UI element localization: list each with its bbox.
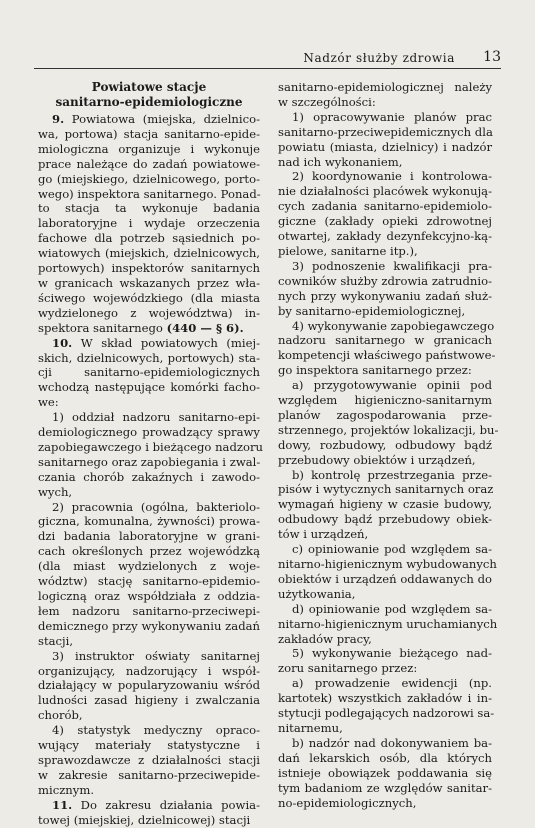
text-line <box>38 455 260 470</box>
line-text: ściwego wojewódzkiego (dla miasta <box>38 290 260 305</box>
text-line: 3) podnoszenie kwalifikacji pra- <box>292 258 492 273</box>
text-line: w szczególności: <box>278 94 376 109</box>
text-line: nitarnemu, <box>278 720 343 735</box>
line-text: spektora sanitarnego <box>38 320 167 335</box>
text-line <box>38 574 260 589</box>
line-text: giczna, komunalna, żywności) prowa- <box>38 514 260 529</box>
line-text: organizujący, nadzorujący i współ- <box>38 663 260 678</box>
text-line <box>38 291 260 306</box>
text-line: obiektów i urządzeń oddawanych do <box>278 571 492 586</box>
text-line <box>38 768 260 783</box>
text-line: 5) wykonywanie bieżącego nad- <box>292 646 492 661</box>
text-line <box>38 395 260 410</box>
text-line <box>38 738 260 753</box>
text-line: 4) wykonywanie zapobiegawczego <box>292 318 495 333</box>
text-line: b) nadzór nad dokonywaniem ba- <box>292 735 492 750</box>
text-line: nitarno-higienicznym wybudowanych <box>278 557 497 571</box>
paragraph-number: 11. <box>52 797 73 812</box>
text-line <box>38 231 260 246</box>
right-column-body <box>278 80 499 810</box>
text-line: zoru sanitarnego przez: <box>278 661 418 676</box>
text-line: stytucji podlegających nadzorowi sa- <box>278 706 495 721</box>
text-line <box>38 544 260 559</box>
line-text: W skład powiatowych (miej- <box>72 335 260 350</box>
text-line: tów i urządzeń, <box>278 527 369 542</box>
text-line <box>38 649 260 664</box>
line-text: Powiatowa (miejska, dzielnico- <box>64 112 260 126</box>
text-line: nad ich wykonaniem, <box>278 154 403 169</box>
right-column <box>278 80 499 810</box>
text-line: nych przy wykonywaniu zadań służ- <box>278 288 492 303</box>
text-line <box>38 157 260 172</box>
text-line <box>38 559 260 574</box>
text-line <box>38 439 263 455</box>
line-text: cji sanitarno-epidemiologicznych <box>38 365 260 380</box>
line-text: wchodzą następujące komórki facho- <box>38 380 260 395</box>
text-line <box>38 604 260 619</box>
text-line <box>38 306 260 321</box>
text-line: wymagań higieny w czasie budowy, <box>278 497 492 512</box>
text-line: a) przygotowywanie opinii pod <box>292 378 492 393</box>
text-line <box>38 187 260 202</box>
text-line <box>38 813 260 828</box>
text-line <box>38 261 260 276</box>
section-title: Powiatowe stacje sanitarno-epidemiologiczne <box>55 80 243 109</box>
text-line: d) opiniowanie pod względem sa- <box>292 601 492 616</box>
text-line: tym badaniom ze względów sanitar- <box>278 780 492 795</box>
line-text: wydzielonego z województwa) in- <box>38 305 260 320</box>
text-line <box>38 753 260 768</box>
text-line: użytkowania, <box>278 586 356 601</box>
line-text: sanitarnego oraz zapobiegania i zwal- <box>38 454 261 469</box>
text-line: przebudowy obiektów i urządzeń, <box>278 452 476 467</box>
text-line: dowy, rozbudowy, odbudowy bądź <box>278 437 492 452</box>
line-text: demiologicznego prowadzący sprawy <box>38 425 260 440</box>
line-text: portowych) inspektorów sanitarnych <box>38 261 260 276</box>
line-text: wiatowych (miejskich, dzielnicowych, <box>38 246 260 261</box>
line-text: 4) statystyk medyczny opraco- <box>52 723 260 738</box>
line-text: wych, <box>38 484 73 499</box>
text-line: powiatu (miasta, dzielnicy) i nadzór <box>278 139 492 154</box>
left-column-body <box>38 112 263 828</box>
text-line <box>38 783 260 798</box>
line-text: wego) inspektora sanitarnego. Ponad- <box>38 186 261 201</box>
text-line: dań lekarskich osób, dla których <box>278 750 492 765</box>
text-line: b) kontrolę przestrzegania prze- <box>292 467 492 482</box>
paragraph-number: 10. <box>52 335 73 350</box>
text-line: kartotek) wszystkich zakładów i in- <box>278 691 492 706</box>
text-line <box>38 470 260 485</box>
line-text: skich, dzielnicowych, portowych) sta- <box>38 350 260 365</box>
text-line: względem higieniczno-sanitarnym <box>278 393 492 408</box>
text-line <box>38 216 260 231</box>
text-line <box>38 529 260 544</box>
line-text: zapobiegawczego i bieżącego nadzoru <box>38 439 263 454</box>
line-text: w granicach wskazanych przez wła- <box>38 275 260 290</box>
line-text: to stacja ta wykonuje badania <box>38 201 260 216</box>
text-line <box>38 351 260 366</box>
line-text: ludności zasad higieny i zwalczania <box>38 693 260 708</box>
line-text: sprawozdawcze z działalności stacji <box>38 752 260 767</box>
line-text: towej (miejskiej, dzielnicowej) stacji <box>38 812 251 827</box>
text-line: istnieje obowiązek poddawania się <box>278 765 492 780</box>
text-line <box>38 380 260 395</box>
text-line <box>38 693 260 708</box>
text-line <box>38 798 260 813</box>
paragraph-number: 9. <box>52 112 65 126</box>
text-line <box>38 664 260 679</box>
line-text: miologiczna organizuje i wykonuje <box>38 141 260 156</box>
text-line <box>38 708 260 723</box>
text-line <box>38 127 260 142</box>
text-line <box>38 201 260 216</box>
line-text: w zakresie sanitarno-przeciwepide- <box>38 767 260 782</box>
text-line <box>38 514 260 529</box>
text-line: cych zadania sanitarno-epidemiolo- <box>278 199 492 214</box>
text-line: a) prowadzenie ewidencji (np. <box>292 676 492 691</box>
line-text: łem nadzoru sanitarno-przeciwepi- <box>38 603 260 618</box>
line-text: we: <box>38 395 59 410</box>
line-text: prace należące do zadań powiatowe- <box>38 156 260 171</box>
text-line: sanitarno-przeciwepidemicznych dla <box>278 124 493 139</box>
text-line: c) opiniowanie pod względem sa- <box>292 542 492 557</box>
text-line <box>38 365 260 380</box>
text-line: kompetencji właściwego państwowe- <box>278 348 496 363</box>
line-text: wujący materiały statystyczne i <box>38 738 260 753</box>
line-text: micznym. <box>38 782 94 797</box>
text-line <box>38 112 260 127</box>
text-line: zakładów pracy, <box>278 631 372 646</box>
text-line: no-epidemiologicznych, <box>278 795 417 810</box>
text-line <box>38 336 260 351</box>
line-text: cach określonych przez wojewódzką <box>38 544 260 559</box>
line-text: czania chorób zakaźnych i zawodo- <box>38 469 260 484</box>
text-line <box>38 485 260 500</box>
line-text: stacji, <box>38 633 74 648</box>
text-line <box>38 634 260 649</box>
line-text: chorób, <box>38 708 83 723</box>
line-text: logiczną oraz współdziała z oddzia- <box>38 589 260 603</box>
line-text: (dla miast wydzielonych z woje- <box>38 559 260 574</box>
text-line: by sanitarno-epidemiologicznej, <box>278 303 466 318</box>
text-line: nitarno-higienicznym uruchamianych <box>278 616 498 631</box>
text-line <box>38 678 260 693</box>
text-line: otwartej, zakłady dezynfekcyjno-ką- <box>278 229 492 244</box>
page-number: 13 <box>483 49 501 65</box>
line-text: Do zakresu działania powia- <box>72 797 260 812</box>
text-line: planów zagospodarowania prze- <box>278 407 492 422</box>
text-line: cowników służby zdrowia zatrudnio- <box>278 273 492 288</box>
line-text: 3) instruktor oświaty sanitarnej <box>52 648 260 663</box>
text-line: 2) koordynowanie i kontrolowa- <box>292 169 492 184</box>
text-line <box>38 246 260 261</box>
text-line <box>38 410 260 425</box>
line-text: działający w popularyzowaniu wśród <box>38 678 260 693</box>
line-text: 1) oddział nadzoru sanitarno-epi- <box>52 410 260 425</box>
text-line: nie działalności placówek wykonują- <box>278 184 492 199</box>
line-text: dzi badania laboratoryjne w grani- <box>38 529 260 544</box>
text-line <box>38 172 260 187</box>
line-text: wództw) stację sanitarno-epidemio- <box>38 574 260 589</box>
text-line: giczne (zakłady opieki zdrowotnej <box>278 214 492 229</box>
text-line: strzennego, projektów lokalizacji, bu- <box>278 422 499 437</box>
legal-reference: (440 — § 6). <box>166 320 244 335</box>
page-header <box>34 50 501 69</box>
line-text: go (miejskiego, dzielnicowego, porto- <box>38 171 260 186</box>
text-line: go inspektora sanitarnego przez: <box>278 363 472 378</box>
text-line <box>38 425 260 440</box>
line-text: demicznego przy wykonywaniu zadań <box>38 618 260 633</box>
text-line <box>38 723 260 738</box>
text-line <box>38 589 260 604</box>
line-text: 2) pracownia (ogólna, bakteriolo- <box>52 499 260 514</box>
line-text: laboratoryjne i wydaje orzeczenia <box>38 216 260 231</box>
running-title: Nadzór służby zdrowia <box>303 51 455 65</box>
text-line: sanitarno-epidemiologicznej należy <box>278 80 492 94</box>
text-line: pisów i wytycznych sanitarnych oraz <box>278 482 494 497</box>
line-text: wa, portowa) stacja sanitarno-epide- <box>38 126 260 141</box>
text-line: nadzoru sanitarnego w granicach <box>278 333 492 348</box>
text-line <box>38 142 260 157</box>
left-column <box>38 80 263 828</box>
text-line <box>38 500 260 515</box>
text-line <box>38 321 260 336</box>
text-line <box>38 619 260 634</box>
text-line: 1) opracowywanie planów prac <box>292 109 492 124</box>
text-line <box>38 276 260 291</box>
line-text: fachowe dla potrzeb sąsiednich po- <box>38 231 260 246</box>
text-line: odbudowy bądź przebudowy obiek- <box>278 512 492 527</box>
text-line: pielowe, sanitarne itp.), <box>278 243 418 258</box>
